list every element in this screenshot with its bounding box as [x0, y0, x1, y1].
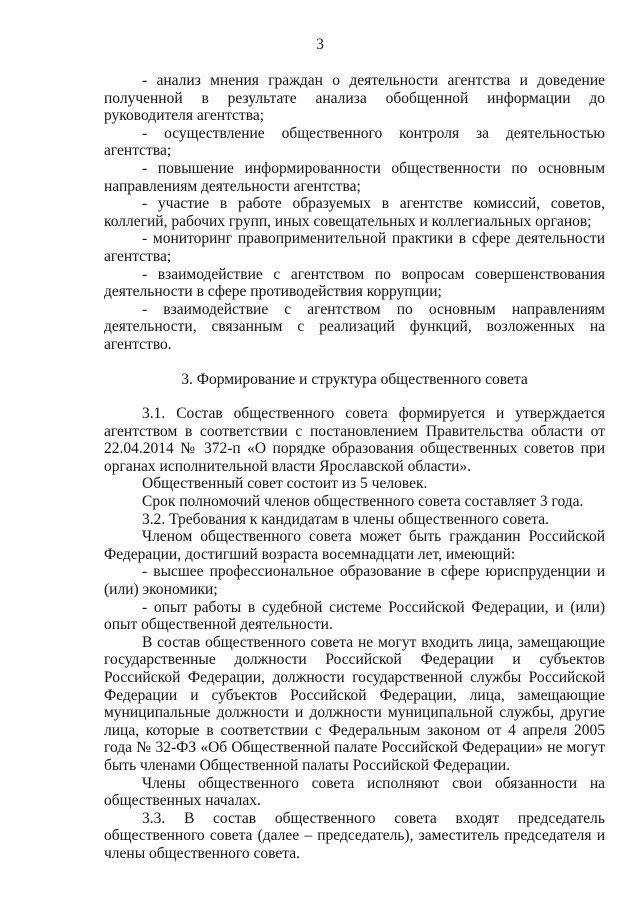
list-item: - участие в работе образуемых в агентстве комиссий, советов, коллегий, рабочих групп, иных совещательных и коллегиальных органов;: [104, 195, 605, 230]
page-number: 3: [316, 36, 324, 53]
paragraph: Члены общественного совета исполняют свои обязанности на общественных началах.: [104, 774, 605, 810]
list-item: - взаимодействие с агентством по основным направлениям деятельности, связанным с реализаций функций, возложенных на агентство.: [104, 300, 605, 353]
paragraph: - высшее профессиональное образование в сфере юриспруденции и (или) экономики;: [104, 563, 605, 599]
paragraph: Членом общественного совета может быть гражданин Российской Федерации, достигший возраста восемнадцати лет, имеющий:: [104, 528, 605, 563]
paragraph: 3.3. В состав общественного совета входят председатель общественного совета (далее – председатель), заместитель председателя и члены общественного совета.: [104, 809, 605, 862]
list-item: - осуществление общественного контроля за деятельностью агентства;: [104, 124, 605, 160]
paragraph: Срок полномочий членов общественного совета составляет 3 года.: [142, 493, 584, 511]
list-item: - анализ мнения граждан о деятельности агентства и доведение полученной в результате анализа обобщенной информации до руководителя агентства;: [104, 72, 605, 125]
list-item: - мониторинг правоприменительной практики в сфере деятельности агентства;: [104, 230, 605, 265]
document-body: [104, 72, 605, 863]
section-body: [104, 405, 605, 862]
tasks-list: [104, 72, 605, 354]
list-item: - повышение информированности общественности по основным направлениям деятельности агентства;: [104, 159, 605, 195]
paragraph: - опыт работы в судебной системе Российской Федерации, и (или) опыт общественной деятельности.: [104, 598, 605, 634]
paragraph: 3.1. Состав общественного совета формируется и утверждается агентством в соответствии с постановлением Правительства области от 22.04.2014 № 372-п «О порядке образования общественных советов при органах исполнительной власти Ярославской области».: [104, 405, 605, 475]
list-item: - взаимодействие с агентством по вопросам совершенствования деятельности в сфере противодействия коррупции;: [104, 265, 605, 301]
section-heading: 3. Формирование и структура общественного совета: [181, 370, 528, 388]
paragraph: 3.2. Требования к кандидатам в члены общественного совета.: [142, 510, 549, 528]
paragraph: В состав общественного совета не могут входить лица, замещающие государственные должности Российской Федерации и субъектов Российской Федерации, должности государственной службы Российской Федерации и субъектов Российской Федерации, лица, замещающие муниципальные должности и должности муниципальной службы, другие лица, которые в соответствии с Федеральным законом от 4 апреля 2005 года № 32-ФЗ «Об Общественной палате Российской Федерации» не могут быть членами Общественной палаты Российской Федерации.: [104, 633, 605, 774]
paragraph: Общественный совет состоит из 5 человек.: [142, 475, 428, 493]
